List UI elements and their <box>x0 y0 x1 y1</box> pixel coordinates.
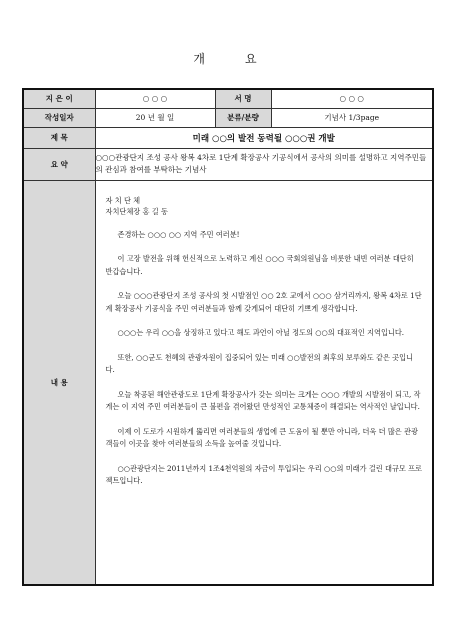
date-row <box>23 108 433 127</box>
date-label: 작성일자 <box>23 108 95 127</box>
paragraph-3: 오늘 ○○○관광단지 조성 공사의 첫 시발점인 ○○ 2호 교에서 ○○○ 삼거리까지, 왕복 4차로 1단계 확장공사 기공식을 주민 여러분들과 함께 갖게되어 대단히 기쁘게 생각합니다. <box>105 291 422 313</box>
subject-value: 미래 ○○의 발전 동력될 ○○○권 개발 <box>95 127 433 148</box>
signature-label: 서 명 <box>215 89 271 108</box>
content-row <box>23 180 433 585</box>
address-line-2: 자치단체장 홍 길 동 <box>105 206 168 216</box>
summary-label: 요 약 <box>23 148 95 180</box>
subject-label: 제 목 <box>23 127 95 148</box>
category-value: 기념사 1/3page <box>271 108 433 127</box>
paragraph-6: 오늘 착공된 해안관광도로 1단계 확장공사가 갖는 의미는 크게는 ○○○ 개발의 시발점이 되고, 작게는 이 지역 주민 여러분들이 큰 불편을 겪어왔던 만성적인 교통체증이 해결되는 역사적인 날입니다. <box>105 389 421 411</box>
content-label: 내 용 <box>23 180 95 585</box>
author-label: 지 은 이 <box>23 89 95 108</box>
document-title <box>0 50 450 67</box>
signature-value: ○ ○ ○ <box>271 89 433 108</box>
paragraph-7: 이제 이 도로가 시원하게 뚫리면 여러분들의 생업에 큰 도움이 될 뿐만 아니라, 더욱 더 많은 관광객들이 이곳을 찾아 여러분들의 소득을 높여줄 것입니다. <box>105 426 418 448</box>
paragraph-1: 존경하는 ○○○ ○○ 지역 주민 여러분! <box>117 229 240 239</box>
author-value: ○ ○ ○ <box>95 89 215 108</box>
paragraph-4: ○○○는 우리 ○○을 상징하고 있다고 해도 과언이 아닐 정도의 ○○의 대표적인 지역입니다. <box>117 328 405 337</box>
paragraph-2: 이 고장 발전을 위해 헌신적으로 노력하고 계신 ○○○ 국회의원님을 비롯한 내빈 여러분 대단히 반갑습니다. <box>105 254 414 276</box>
date-value: 20 년 월 일 <box>95 108 215 127</box>
content-body <box>96 181 433 488</box>
category-label: 분류/분량 <box>215 108 271 127</box>
summary-row <box>23 148 433 180</box>
paragraph-8: ○○관광단지는 2011년까지 1조4천억원의 자금이 투입되는 우리 ○○의 미래가 걸린 대규모 프로젝트입니다. <box>105 463 422 485</box>
author-row <box>23 89 433 108</box>
title-char-2: 요 <box>245 52 257 66</box>
subject-row <box>23 127 433 148</box>
address-block <box>106 195 423 217</box>
paragraph-5: 또한, ○○군도 천혜의 관광자원이 집중되어 있는 미래 ○○발전의 최후의 보루와도 같은 곳입니다. <box>105 352 414 374</box>
content-cell <box>95 180 433 585</box>
summary-value: ○○○관광단지 조성 공사 왕복 4차로 1단계 확장공사 기공식에서 공사의 의미를 설명하고 지역주민들의 관심과 참여를 부탁하는 기념사 <box>95 148 433 180</box>
overview-form-table <box>22 88 434 586</box>
address-line-1: 자 치 단 체 <box>105 195 141 205</box>
title-char-1: 개 <box>193 52 205 66</box>
